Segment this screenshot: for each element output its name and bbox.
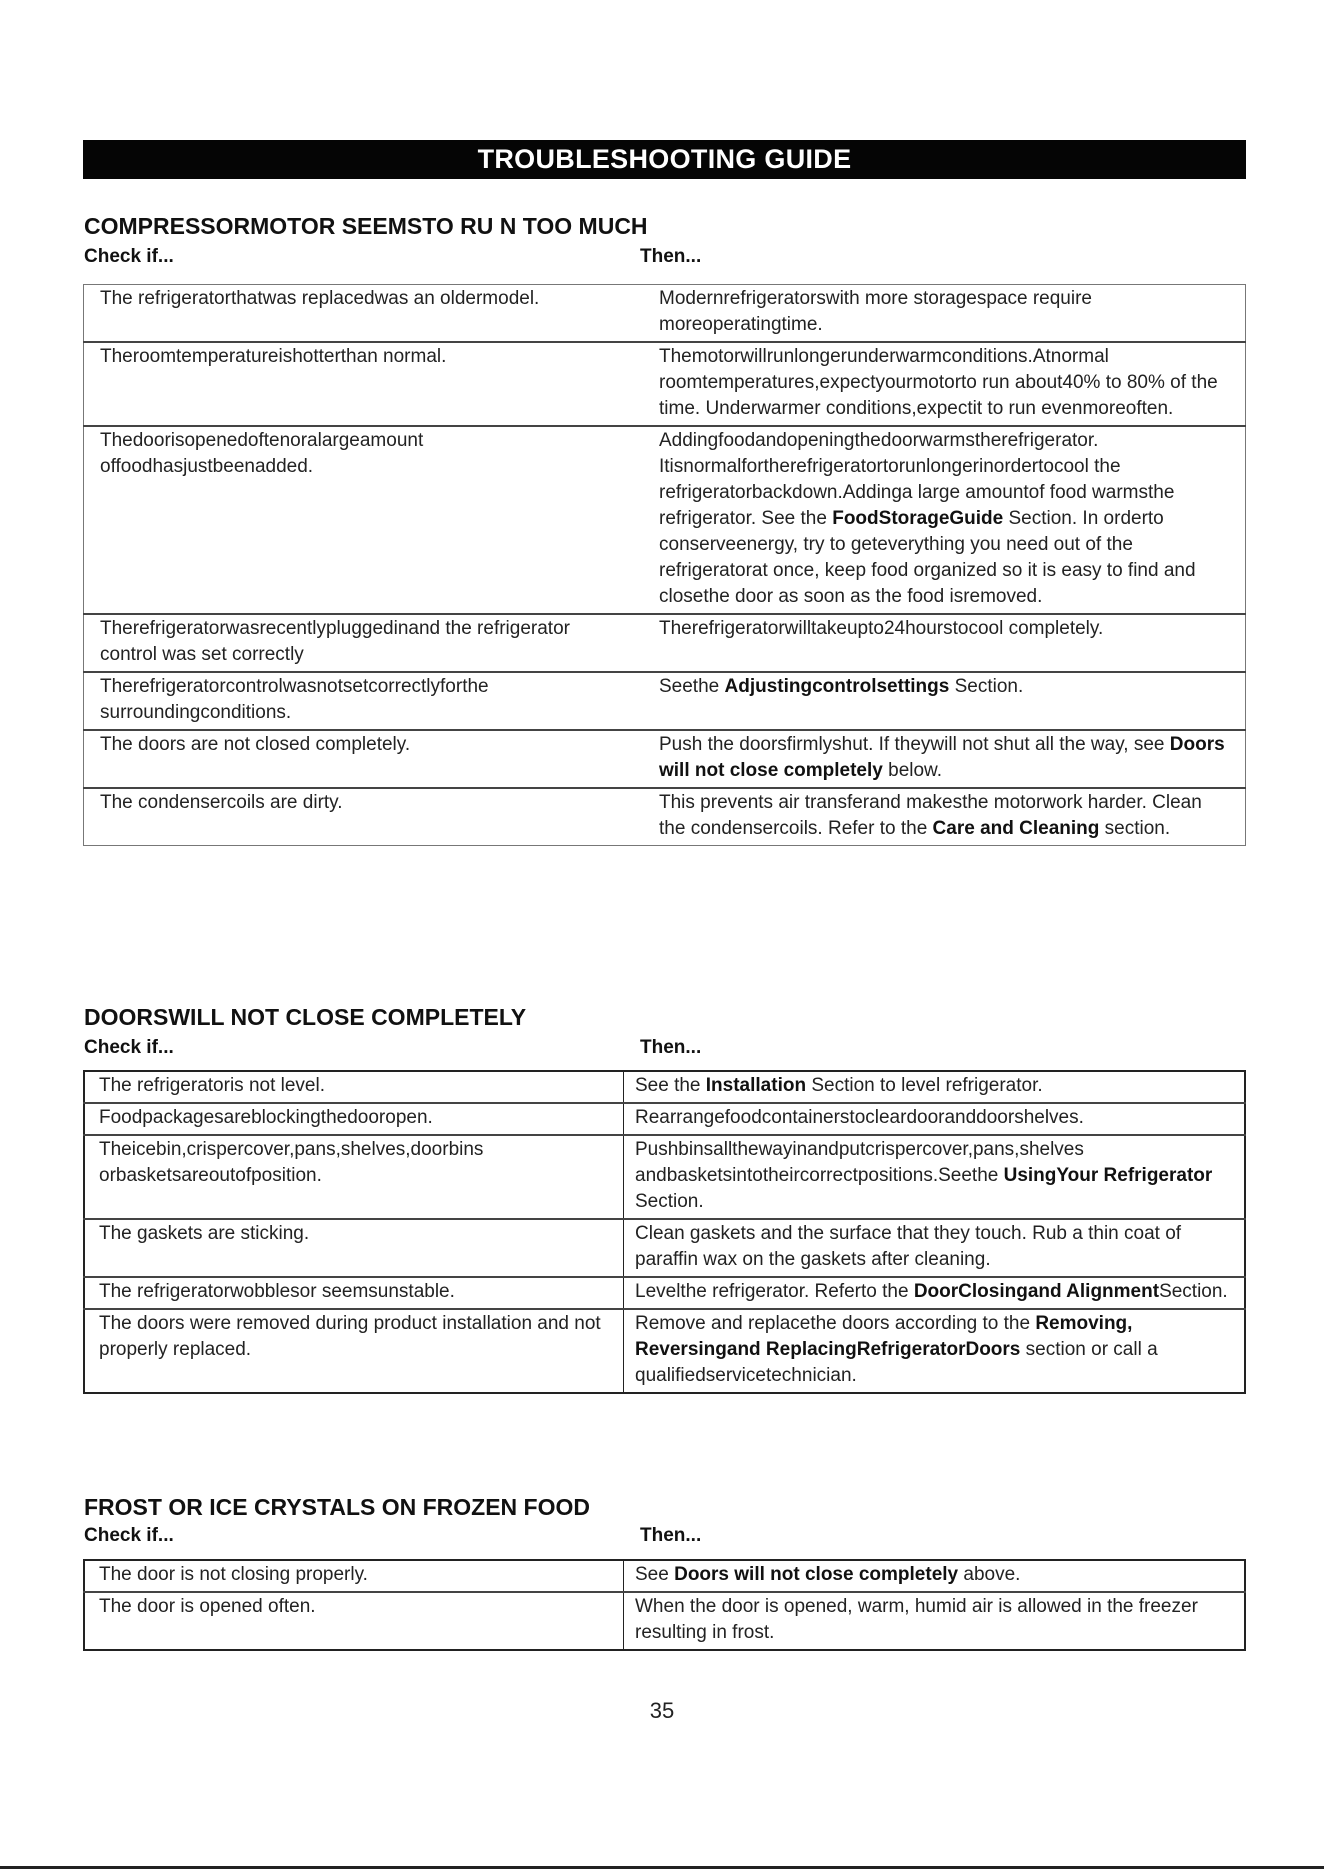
section-reference: Removing, Reversingand ReplacingRefrigeratorDoors	[635, 1313, 1133, 1360]
section-reference: Doors will not close completely	[659, 734, 1225, 781]
column-header-check: Check if...	[84, 1525, 174, 1546]
then-text: Rearrangefoodcontainerstocleardooranddoorshelves.	[635, 1107, 1084, 1128]
check-cell: The doors are not closed completely.	[100, 734, 411, 755]
section-heading-frost: FROST OR ICE CRYSTALS ON FROZEN FOOD	[84, 1494, 590, 1520]
table-row	[84, 788, 1246, 846]
then-text: Section.	[949, 676, 1024, 697]
section-reference: FoodStorageGuide	[832, 508, 1004, 529]
check-cell: The door is opened often.	[84, 1592, 624, 1650]
then-text: Themotorwillrunlongerunderwarmconditions.Atnormal roomtemperatures,expectyourmotorto run about40% to 80% of the time. Underwarmer conditions,expectit to run evenmoreoften.	[659, 346, 1218, 419]
then-cell	[624, 1135, 1246, 1219]
check-cell: The doors were removed during product installation and not properly replaced.	[84, 1309, 624, 1393]
check-cell: Therefrigeratorwasrecentlypluggedinand the refrigerator control was set correctly	[100, 618, 570, 665]
section-reference: Installation	[705, 1075, 807, 1096]
bottom-rule	[0, 1866, 1324, 1869]
then-cell	[643, 788, 1246, 846]
then-text: above.	[958, 1564, 1021, 1585]
table-row	[84, 1071, 1245, 1103]
then-cell	[624, 1071, 1246, 1103]
then-text: Therefrigeratorwilltakeupto24hourstocool completely.	[659, 618, 1104, 639]
then-text: When the door is opened, warm, humid air is allowed in the freezer resulting in frost.	[635, 1596, 1198, 1643]
then-cell	[624, 1592, 1246, 1650]
then-text: Levelthe refrigerator. Referto the	[635, 1281, 914, 1302]
table-row	[84, 426, 1246, 614]
then-text: below.	[882, 760, 942, 781]
check-cell: Therefrigeratorcontrolwasnotsetcorrectlyforthe surroundingconditions.	[100, 676, 489, 723]
then-text: See the	[635, 1075, 706, 1096]
page-title: TROUBLESHOOTING GUIDE	[83, 140, 1246, 179]
table-row	[84, 1309, 1245, 1393]
then-cell	[624, 1277, 1246, 1309]
section-heading-doors: DOORSWILL NOT CLOSE COMPLETELY	[84, 1004, 527, 1030]
check-cell: The refrigeratorthatwas replacedwas an oldermodel.	[100, 288, 540, 309]
section-reference: UsingYour Refrigerator	[1003, 1165, 1213, 1186]
check-cell: The gaskets are sticking.	[84, 1219, 624, 1277]
then-cell	[624, 1560, 1246, 1592]
check-cell: Foodpackagesareblockingthedooropen.	[84, 1103, 624, 1135]
table-row	[84, 1277, 1245, 1309]
table-row	[84, 1592, 1245, 1650]
section-reference: Doors will not close completely	[674, 1564, 959, 1585]
then-text: Push the doorsfirmlyshut. If theywill not shut all the way, see	[659, 734, 1170, 755]
table-row	[84, 614, 1246, 672]
table-row	[84, 1560, 1245, 1592]
then-text: Remove and replacethe doors according to the	[635, 1313, 1036, 1334]
then-cell	[643, 285, 1246, 343]
check-cell: Theicebin,crispercover,pans,shelves,doorbins orbasketsareoutofposition.	[84, 1135, 624, 1219]
then-cell	[643, 614, 1246, 672]
then-cell	[643, 342, 1246, 426]
then-text: Section to level refrigerator.	[806, 1075, 1043, 1096]
then-text: Modernrefrigeratorswith more storagespace require moreoperatingtime.	[659, 288, 1092, 335]
then-cell	[643, 672, 1246, 730]
check-cell: The refrigeratoris not level.	[84, 1071, 624, 1103]
then-text: section or call a qualifiedservicetechnician.	[635, 1339, 1158, 1386]
then-cell	[643, 730, 1246, 788]
then-cell	[624, 1309, 1246, 1393]
column-header-then: Then...	[640, 1037, 702, 1058]
then-text: Pushbinsallthewayinandputcrispercover,pans,shelves andbasketsintotheircorrectpositions.Seethe	[635, 1139, 1084, 1186]
section-heading-compressor: COMPRESSORMOTOR SEEMSTO RU N TOO MUCH	[84, 213, 648, 239]
table-row	[84, 672, 1246, 730]
then-cell	[624, 1219, 1246, 1277]
then-text: Section.	[635, 1191, 704, 1212]
check-cell: Theroomtemperatureishotterthan normal.	[100, 346, 447, 367]
then-text: Seethe	[659, 676, 725, 697]
check-cell: The refrigeratorwobblesor seemsunstable.	[84, 1277, 624, 1309]
then-text: See	[635, 1564, 675, 1585]
troubleshooting-table-compressor	[83, 284, 1246, 846]
section-reference: Care and Cleaning	[932, 818, 1100, 839]
section-reference: DoorClosingand Alignment	[913, 1281, 1160, 1302]
column-header-check: Check if...	[84, 246, 174, 267]
then-text: This prevents air transferand makesthe motorwork harder. Clean the condensercoils. Refer to the	[659, 792, 1202, 839]
troubleshooting-table-doors	[83, 1070, 1246, 1394]
column-header-then: Then...	[640, 1525, 702, 1546]
then-text: Clean gaskets and the surface that they touch. Rub a thin coat of paraffin wax on the gaskets after cleaning.	[635, 1223, 1182, 1270]
then-cell	[624, 1103, 1246, 1135]
column-header-then: Then...	[640, 246, 702, 267]
troubleshooting-table-frost	[83, 1559, 1246, 1651]
check-cell: The condensercoils are dirty.	[100, 792, 343, 813]
table-row	[84, 285, 1246, 343]
table-row	[84, 1103, 1245, 1135]
then-text: Addingfoodandopeningthedoorwarmstherefrigerator. Itisnormalfortherefrigeratortorunlongerinordertocool the refrigeratorbackdown.Addinga large amountof food warmsthe refrigerator. See the	[659, 430, 1175, 529]
page-number: 35	[649, 1698, 675, 1723]
then-text: Section.	[1159, 1281, 1228, 1302]
check-cell: The door is not closing properly.	[84, 1560, 624, 1592]
table-row	[84, 1219, 1245, 1277]
table-row	[84, 1135, 1245, 1219]
section-reference: Adjustingcontrolsettings	[724, 676, 950, 697]
table-row	[84, 730, 1246, 788]
table-row	[84, 342, 1246, 426]
column-header-check: Check if...	[84, 1037, 174, 1058]
then-text: section.	[1099, 818, 1171, 839]
then-text: Section. In orderto conserveenergy, try to geteverything you need out of the refrigeratorat once, keep food organized so it is easy to find and closethe door as soon as the food isremoved.	[659, 508, 1196, 607]
check-cell: Thedoorisopenedoftenoralargeamount offoodhasjustbeenadded.	[100, 430, 424, 477]
then-cell	[643, 426, 1246, 614]
